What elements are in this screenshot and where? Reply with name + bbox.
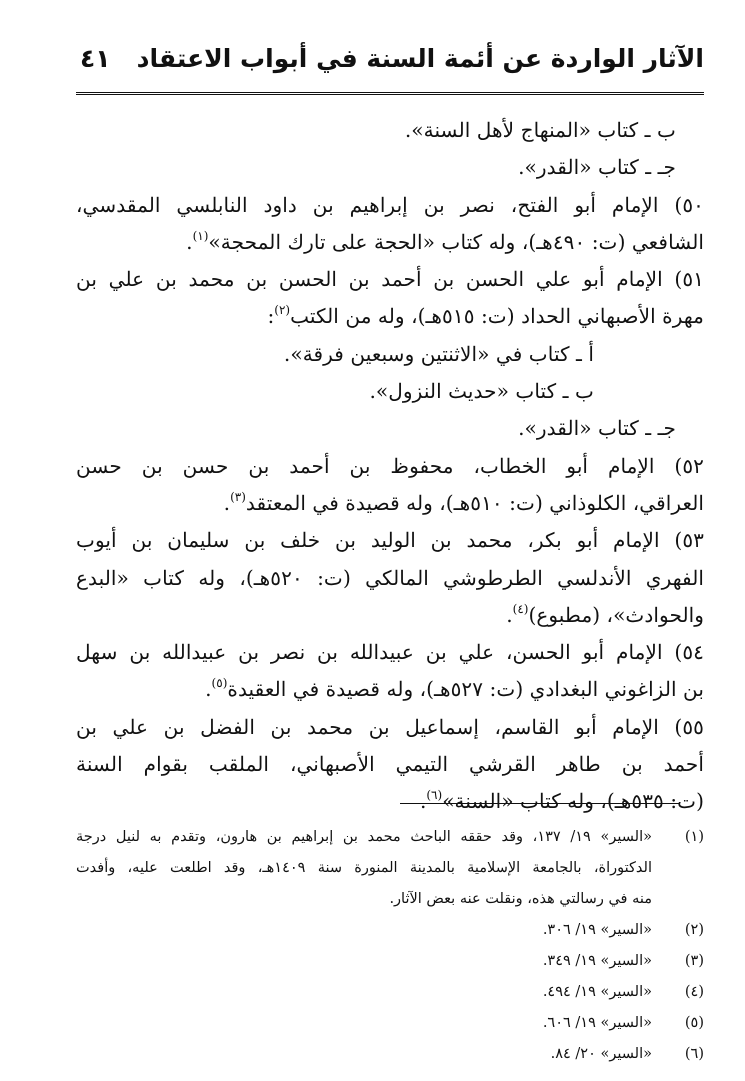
footnote-line: «السير» ١٩/ ٣٤٩. <box>542 953 652 969</box>
footnote <box>76 946 704 977</box>
footnote-line: «السير» ١٩/ ١٣٧، وقد حققه الباحث محمد بن إبراهيم بن هارون، وتقدم به لنيل درجة <box>76 829 652 845</box>
page-number: ٤١ <box>80 44 111 73</box>
footnote-number: (٦) <box>684 1046 704 1062</box>
text-line: أحمد بن طاهر القرشي التيمي الأصبهاني، الملقب بقوام السنة <box>76 752 704 777</box>
text-line: والحوادث»، (مطبوع)$^{(٤)}$. <box>506 601 704 627</box>
text-line: ب ـ كتاب «المنهاج لأهل السنة». <box>404 118 676 142</box>
footnote-number: (١) <box>684 829 704 845</box>
text-line: ٥٠) الإمام أبو الفتح، نصر بن إبراهيم بن داود النابلسي المقدسي، <box>76 192 704 217</box>
footnote <box>76 822 704 915</box>
footnote <box>76 915 704 946</box>
footnote <box>76 1008 704 1039</box>
text-line: ٥٣) الإمام أبو بكر، محمد بن الوليد بن خلف بن سليمان بن أيوب <box>76 528 704 553</box>
footnote <box>76 977 704 1008</box>
footnote-line: «السير» ٢٠/ ٨٤. <box>550 1046 652 1062</box>
text-line: ٥٥) الإمام أبو القاسم، إسماعيل بن محمد بن الفضل بن علي بن <box>76 714 704 739</box>
footnote-number: (٣) <box>684 953 704 969</box>
footnote <box>76 1039 704 1070</box>
footnote-number: (٤) <box>684 984 704 1000</box>
text-line: العراقي، الكلوذاني (ت: ٥١٠هـ)، وله قصيدة في المعتقد$^{(٣)}$. <box>223 489 704 515</box>
footnote-ref: (٣) <box>230 489 246 504</box>
footnote-line: «السير» ١٩/ ٦٠٦. <box>542 1015 652 1031</box>
main-text <box>76 112 704 821</box>
footnote-number: (٢) <box>684 922 704 938</box>
running-title: الآثار الواردة عن أئمة السنة في أبواب الاعتقاد <box>136 44 704 73</box>
footnote-line: «السير» ١٩/ ٤٩٤. <box>542 984 652 1000</box>
text-line: ٥٢) الإمام أبو الخطاب، محفوظ بن أحمد بن حسن بن حسن <box>76 453 704 478</box>
text-line: بن الزاغوني البغدادي (ت: ٥٢٧هـ)، وله قصيدة في العقيدة$^{(٥)}$. <box>205 676 704 702</box>
text-line: الشافعي (ت: ٤٩٠هـ)، وله كتاب «الحجة على تارك المحجة»$^{(١)}$. <box>186 228 704 254</box>
page-header <box>76 38 704 92</box>
footnote-ref: (٢) <box>274 303 291 318</box>
text-line: (ت: ٥٣٥هـ)، وله كتاب «السنة»$^{(٦)}$. <box>419 788 704 814</box>
text-line: ب ـ كتاب «حديث النزول». <box>369 379 594 404</box>
text-line: ٥٤) الإمام أبو الحسن، علي بن عبيدالله بن نصر بن عبيدالله بن سهل <box>76 640 704 665</box>
footnote-separator <box>400 803 680 804</box>
text-line: ٥١) الإمام أبو علي الحسن بن أحمد بن الحسن بن محمد بن علي بن <box>76 267 704 292</box>
text-line: الفهري الأندلسي الطرطوشي المالكي (ت: ٥٢٠هـ)، وله كتاب «البدع <box>76 565 704 590</box>
text-line: مهرة الأصبهاني الحداد (ت: ٥١٥هـ)، وله من الكتب$^{(٢)}$: <box>267 303 704 329</box>
footnote-ref: (٥) <box>211 676 228 691</box>
footnote-line: منه في رسالتي هذه، ونقلت عنه بعض الآثار. <box>389 891 652 907</box>
footnote-ref: (١) <box>192 228 209 243</box>
text-line: جـ ـ كتاب «القدر». <box>518 155 676 180</box>
text-line: أ ـ كتاب في «الاثنتين وسبعين فرقة». <box>283 341 594 366</box>
text-line: جـ ـ كتاب «القدر». <box>518 416 676 441</box>
footnotes <box>76 822 704 1070</box>
footnote-ref: (٤) <box>512 601 529 616</box>
footnote-line: الدكتوراة، بالجامعة الإسلامية بالمدينة المنورة سنة ١٤٠٩هـ، وقد اطلعت عليه، وأفدت <box>76 860 652 876</box>
footnote-number: (٥) <box>684 1015 704 1031</box>
header-rule <box>76 92 704 97</box>
footnote-line: «السير» ١٩/ ٣٠٦. <box>542 922 652 938</box>
footnote-ref: (٦) <box>426 788 443 803</box>
